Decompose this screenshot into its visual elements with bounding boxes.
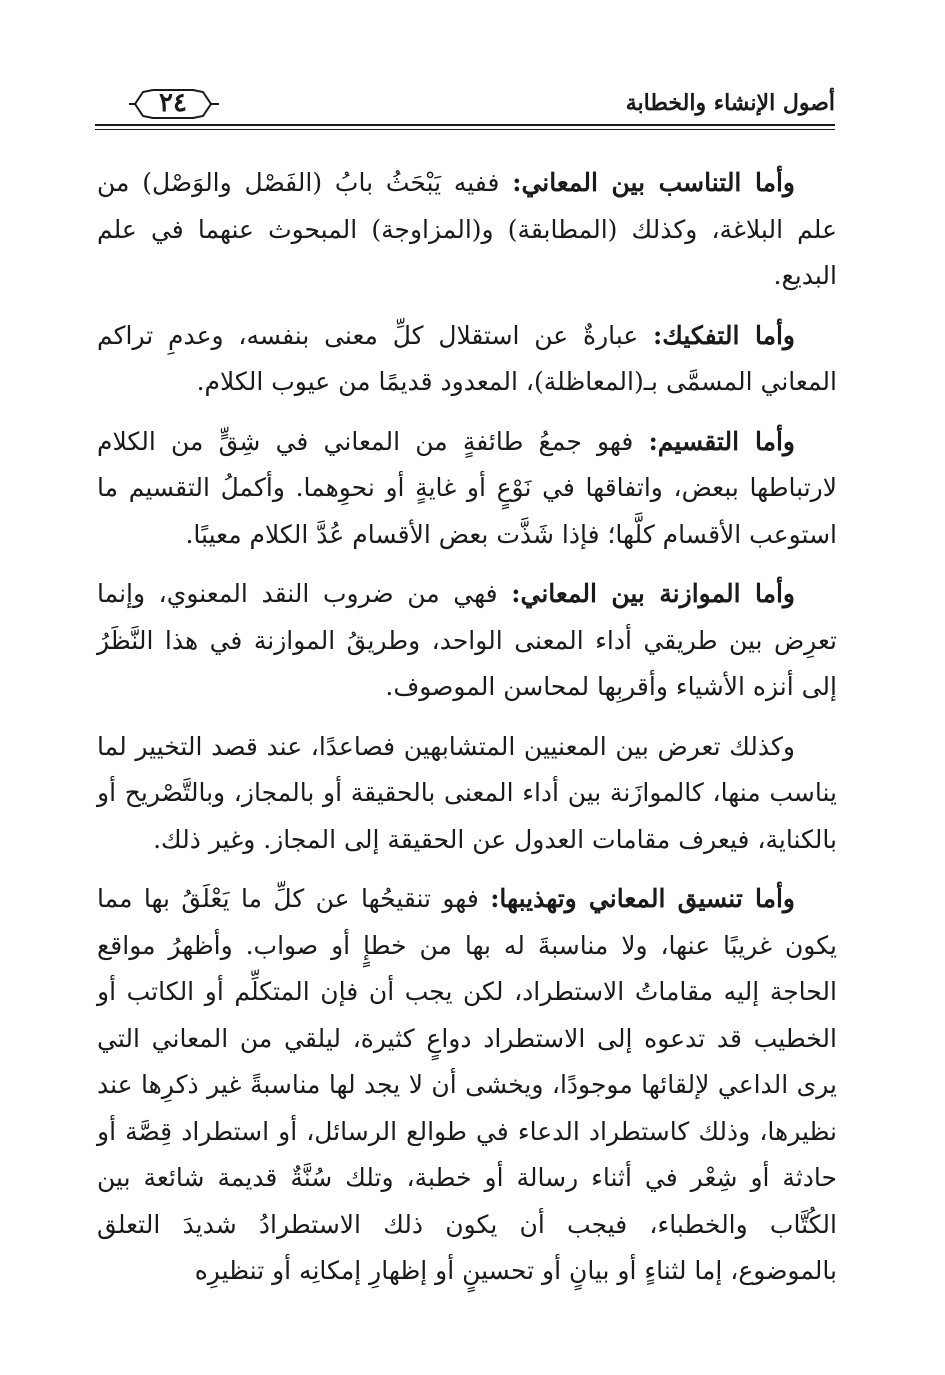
paragraph-lead: وأما التفكيك: [653, 320, 795, 350]
page-header [95, 80, 835, 140]
paragraph-text: وكذلك تعرض بين المعنيين المتشابهين فصاعدًا، عند قصد التخيير لما يناسب منها، كالموازَنة بين أداء المعنى بالحقيقة أو بالمجاز، وبالتَّصْريح أو بالكناية، فيعرف مقامات العدول عن الحقيقة إلى المجاز. وغير ذلك. [97, 731, 837, 854]
running-title: أصول الإنشاء والخطابة [625, 90, 835, 116]
paragraph-lead: وأما التناسب بين المعاني: [512, 168, 795, 197]
paragraph-lead: وأما تنسيق المعاني وتهذيبها: [490, 884, 795, 913]
paragraph-text: فهي من ضروب النقد المعنوي، وإنما تعرِض بين طريقي أداء المعنى الواحد، وطريقُ الموازنة في هذا النَّظَرُ إلى أنزه الأشياء وأقربِها لمحاسن الموصوف. [97, 579, 837, 701]
paragraph [97, 313, 837, 406]
paragraph-text: فهو جمعُ طائفةٍ من المعاني في شِقٍّ من الكلام لارتباطها ببعض، واتفاقها في نَوْعٍ أو غايةٍ أو نحوِهما. وأكملُ التقسيم ما استوعب الأقسام كلَّها؛ فإذا شَذَّت بعض الأقسام عُدَّ الكلام معيبًا. [97, 426, 837, 549]
paragraph-text: فهو تنقيحُها عن كلِّ ما يَعْلَقُ بها مما يكون غريبًا عنها، ولا مناسبةَ له بها من خطإٍ أو صواب. وأظهرُ مواقع الحاجة إليه مقاماتُ الاستطراد، لكن يجب أن فإن المتكلِّم أو الكاتب أو الخطيب قد تدعوه إلى الاستطراد دواعٍ كثيرة، ليلقي من المعاني التي يرى الداعي لإلقائها موجودًا، ويخشى أن لا يجد لها مناسبةً غير ذكرِها عند نظيرها، وذلك كاستطراد الدعاء في طوالع الرسائل، أو استطراد قِصَّة أو حادثة أو شِعْر في أثناء رسالة أو خطبة، وتلك سُنَّةٌ قديمة شائعة بين الكُتَّاب والخطباء، فيجب أن يكون ذلك الاستطرادُ شديدَ التعلق بالموضوع، إما لثناءٍ أو بيانٍ أو تحسينٍ أو إظهارِ إمكانِه أو تنظيرِه [97, 884, 837, 1285]
header-rule-thin [95, 129, 835, 130]
page-number-frame [125, 84, 221, 124]
paragraph [97, 160, 837, 300]
paragraph-text: ففيه يَبْحَثُ بابُ (الفَصْل والوَصْل) من علم البلاغة، وكذلك (المطابقة) و(المزاوجة) المبحوث عنهما في علم البديع. [97, 168, 837, 290]
paragraph-lead: وأما التقسيم: [648, 426, 796, 456]
paragraph [97, 724, 837, 864]
page-number: ٢٤ [159, 88, 187, 118]
paragraph-lead: وأما الموازنة بين المعاني: [511, 579, 796, 608]
paragraph-text: عبارةٌ عن استقلال كلِّ معنى بنفسه، وعدمِ تراكم المعاني المسمَّى بـ(المعاظلة)، المعدود قديمًا من عيوب الكلام. [97, 320, 837, 396]
paragraph [97, 419, 837, 559]
page-body [97, 160, 837, 1308]
paragraph [97, 876, 837, 1295]
header-rule [95, 124, 835, 126]
paragraph [97, 571, 837, 711]
